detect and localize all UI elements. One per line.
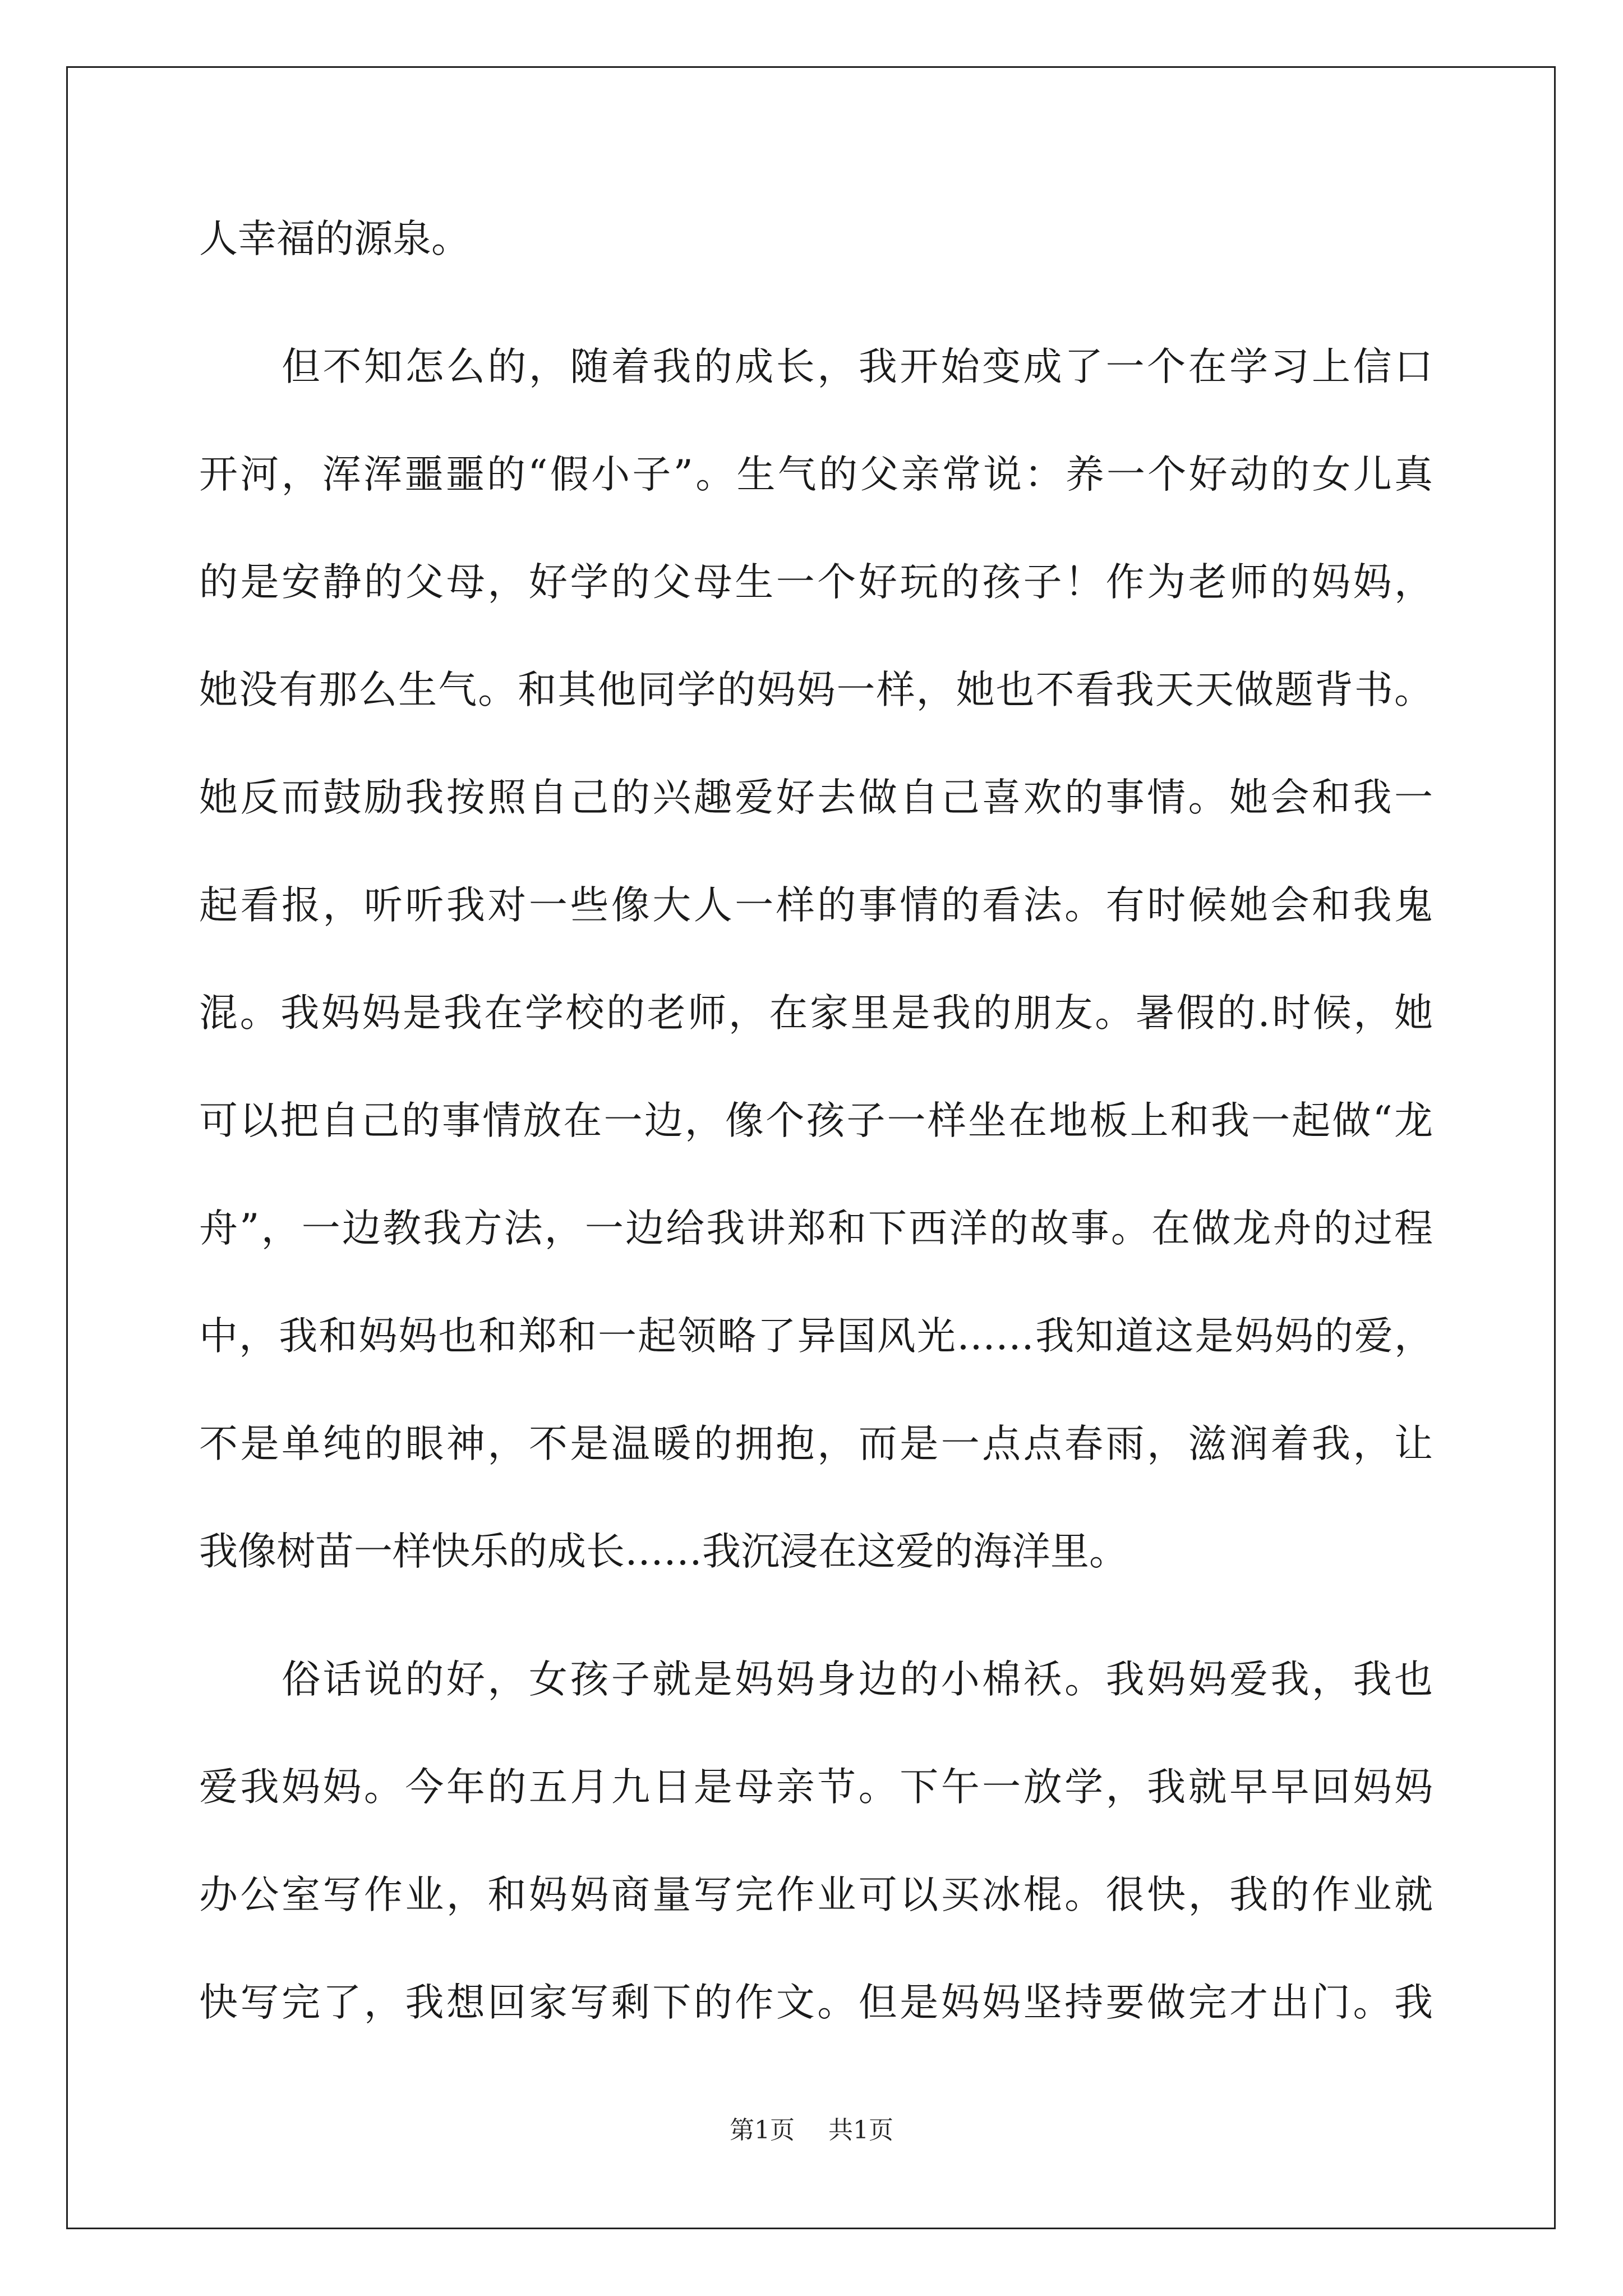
paragraph-line: 但不知怎么的，随着我的成长，我开始变成了一个在学习上信口 xyxy=(199,344,1433,389)
paragraph-line: 俗话说的好，女孩子就是妈妈身边的小棉袄。我妈妈爱我，我也 xyxy=(199,1657,1433,1702)
paragraph-line: 她反而鼓励我按照自己的兴趣爱好去做自己喜欢的事情。她会和我一 xyxy=(199,775,1433,820)
paragraph-line: 人幸福的源泉。 xyxy=(199,217,470,261)
paragraph-line: 她没有那么生气。和其他同学的妈妈一样，她也不看我天天做题背书。 xyxy=(199,668,1433,712)
paragraph-line: 混。我妈妈是我在学校的老师，在家里是我的朋友。暑假的.时候，她 xyxy=(199,991,1433,1036)
paragraph-line: 办公室写作业，和妈妈商量写完作业可以买冰棍。很快，我的作业就 xyxy=(199,1872,1433,1917)
paragraph-line: 我像树苗一样快乐的成长……我沉浸在这爱的海洋里。 xyxy=(199,1529,1128,1574)
paragraph-line: 起看报，听听我对一些像大人一样的事情的看法。有时候她会和我鬼 xyxy=(199,883,1433,928)
paragraph-line: 中，我和妈妈也和郑和一起领略了异国风光……我知道这是妈妈的爱， xyxy=(199,1314,1433,1359)
paragraph-line: 舟”，一边教我方法，一边给我讲郑和下西洋的故事。在做龙舟的过程 xyxy=(199,1206,1433,1251)
paragraph-line: 的是安静的父母，好学的父母生一个好玩的孩子！作为老师的妈妈， xyxy=(199,560,1433,605)
paragraph-line: 可以把自己的事情放在一边，像个孩子一样坐在地板上和我一起做“龙 xyxy=(199,1098,1433,1143)
paragraph-line: 开河，浑浑噩噩的“假小子”。生气的父亲常说：养一个好动的女儿真 xyxy=(199,452,1433,497)
document-body xyxy=(199,210,1433,2082)
paragraph-line: 快写完了，我想回家写剩下的作文。但是妈妈坚持要做完才出门。我 xyxy=(199,1980,1433,2025)
page-total: 共1页 xyxy=(828,2116,893,2145)
paragraph-line: 爱我妈妈。今年的五月九日是母亲节。下午一放学，我就早早回妈妈 xyxy=(199,1765,1433,1810)
page-number: 第1页 xyxy=(730,2116,795,2145)
paragraph-line: 不是单纯的眼神，不是温暖的拥抱，而是一点点春雨，滋润着我，让 xyxy=(199,1421,1433,1466)
page-footer xyxy=(0,2115,1623,2146)
